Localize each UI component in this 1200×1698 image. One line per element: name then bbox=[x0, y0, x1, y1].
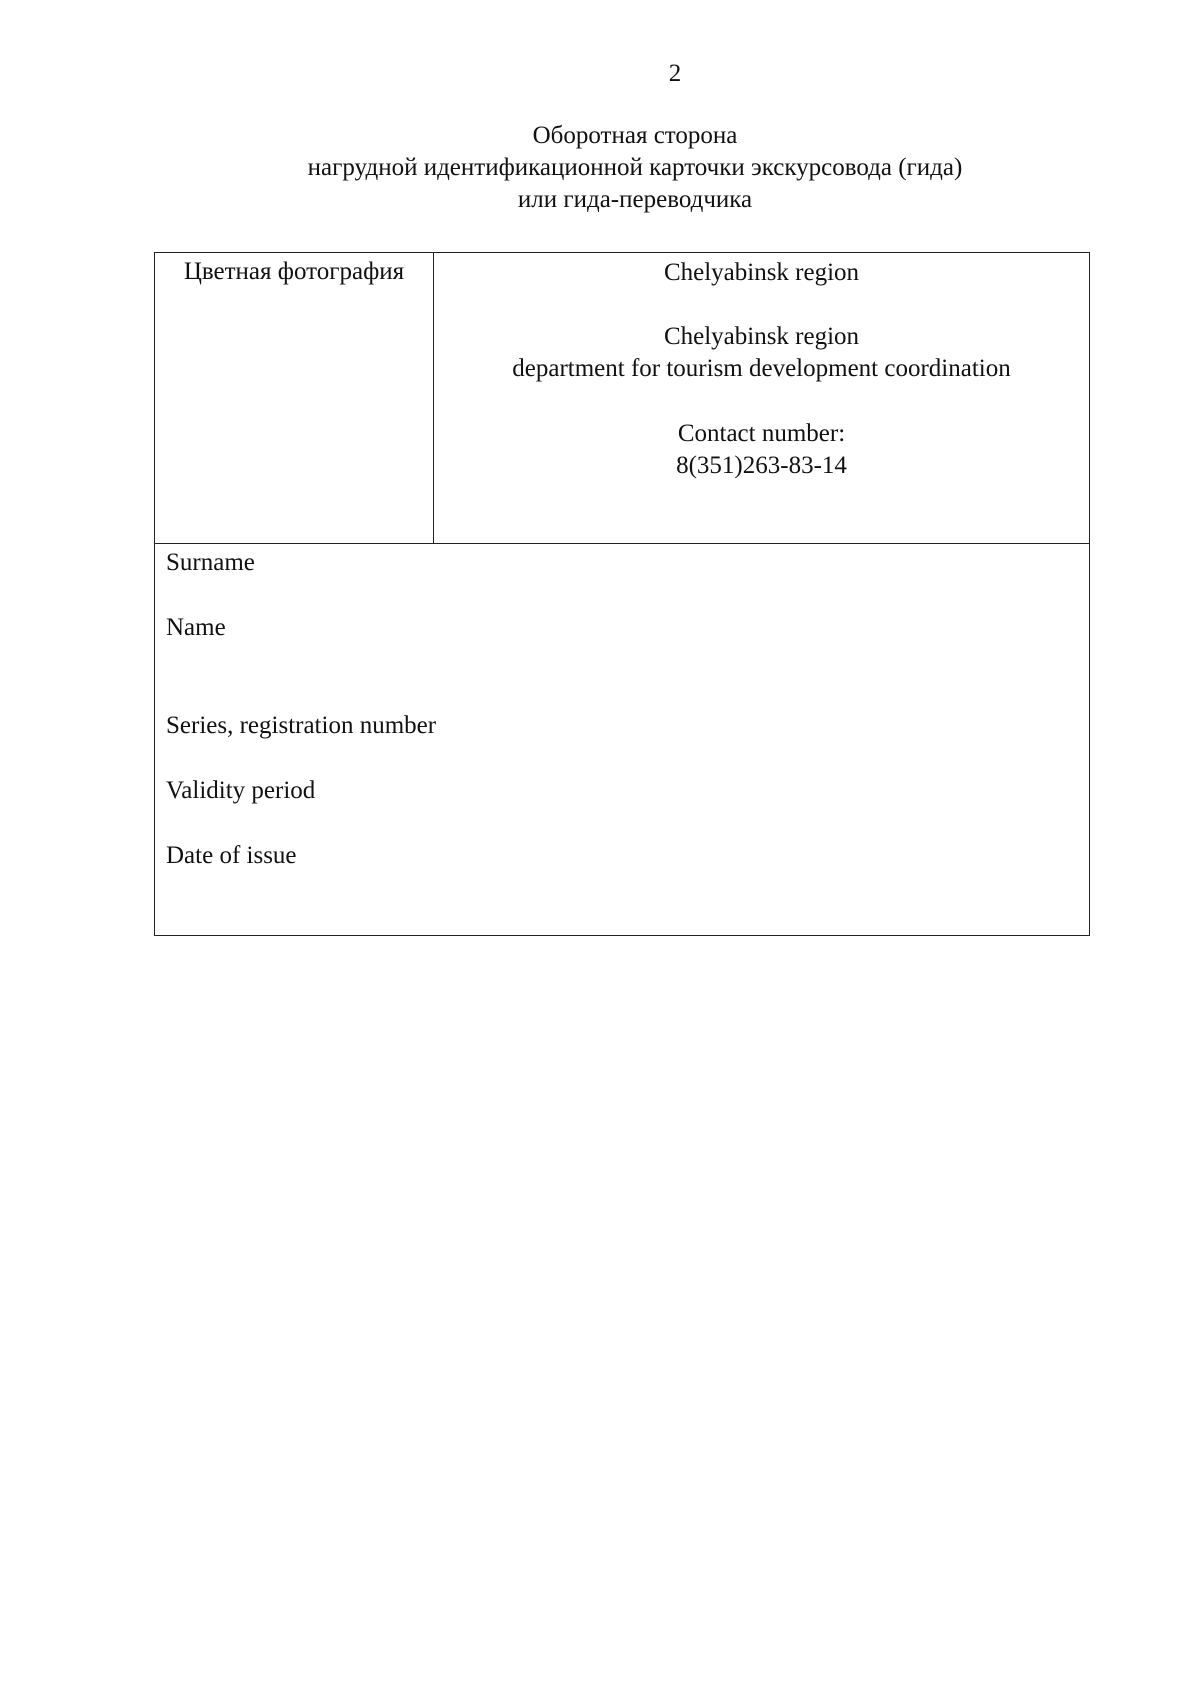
series-field-label: Series, registration number bbox=[166, 712, 437, 739]
photo-label: Цветная фотография bbox=[183, 258, 405, 285]
heading-line-2: нагрудной идентификационной карточки экскурсовода (гида) bbox=[307, 154, 963, 181]
surname-field-label: Surname bbox=[166, 549, 255, 576]
contact-block bbox=[434, 418, 1089, 482]
date-of-issue-field-label: Date of issue bbox=[166, 842, 297, 869]
page-number: 2 bbox=[668, 60, 682, 87]
organization-info bbox=[434, 253, 1089, 543]
validity-field-label: Validity period bbox=[166, 777, 316, 804]
id-card-back bbox=[154, 252, 1090, 936]
document-heading bbox=[250, 120, 1020, 216]
contact-label: Contact number: bbox=[677, 420, 846, 447]
contact-number: 8(351)263-83-14 bbox=[676, 452, 847, 479]
department-line-1: Chelyabinsk region bbox=[663, 323, 860, 350]
photo-placeholder bbox=[155, 253, 434, 543]
heading-line-1: Оборотная сторона bbox=[532, 122, 738, 149]
department-line-2: department for tourism development coordination bbox=[512, 355, 1011, 382]
heading-line-3: или гида-переводчика bbox=[517, 186, 753, 213]
name-field-label: Name bbox=[166, 614, 226, 641]
department-block bbox=[434, 321, 1089, 385]
card-fields bbox=[155, 544, 1089, 935]
region-title: Chelyabinsk region bbox=[663, 259, 860, 286]
card-top-row bbox=[155, 253, 1089, 544]
